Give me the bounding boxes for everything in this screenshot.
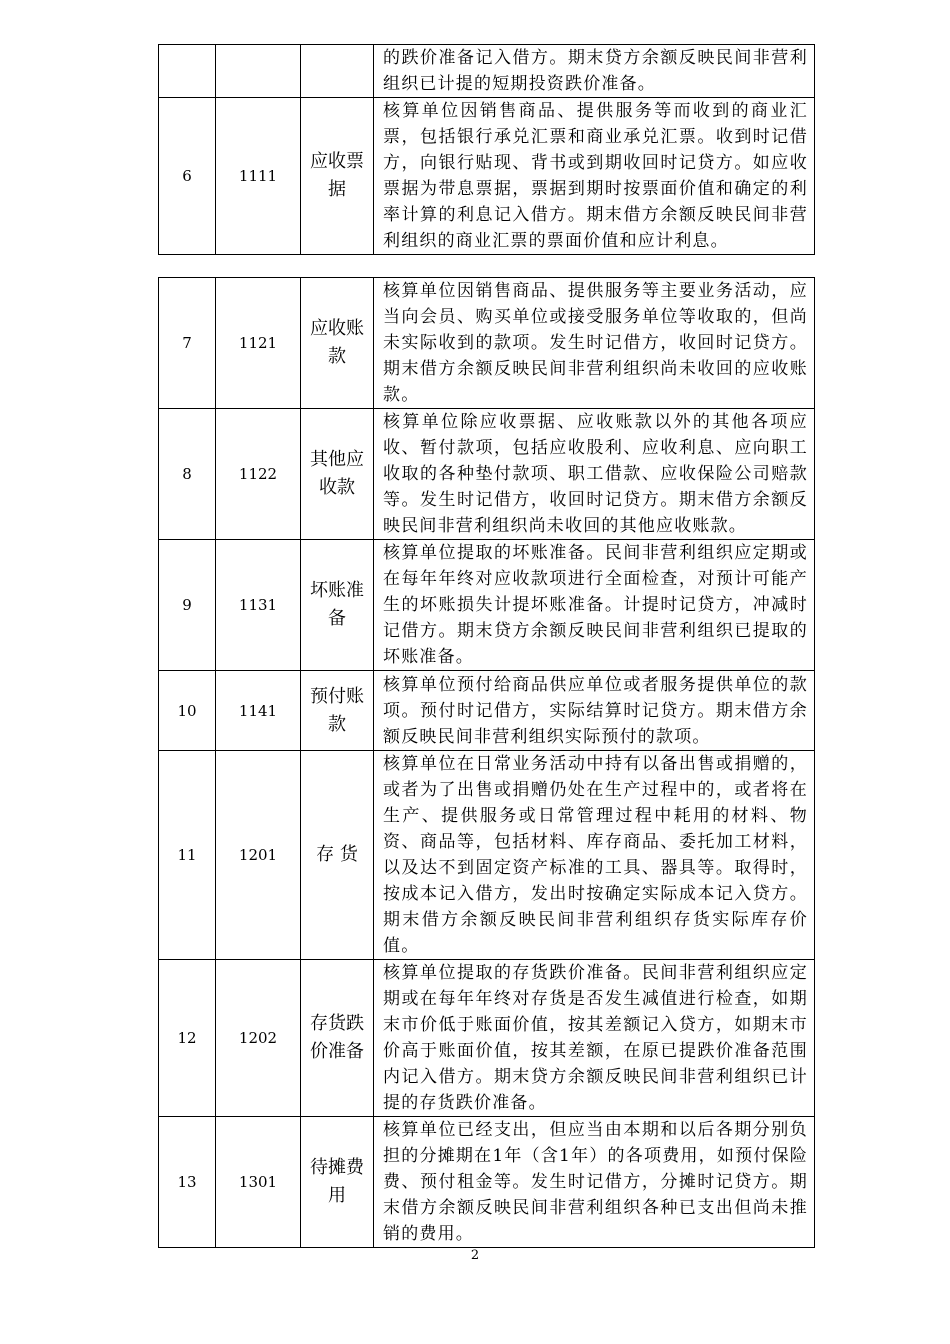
account-name: 坏账准备 xyxy=(301,540,374,671)
account-name: 存货跌价准备 xyxy=(301,960,374,1117)
table-row xyxy=(159,960,815,1117)
account-code xyxy=(216,45,301,98)
account-code: 1111 xyxy=(216,98,301,255)
account-name: 应收票据 xyxy=(301,98,374,255)
account-table-continued xyxy=(158,44,815,255)
row-number: 10 xyxy=(159,671,216,751)
table-row xyxy=(159,409,815,540)
account-description: 核算单位预付给商品供应单位或者服务提供单位的款项。预付时记借方，实际结算时记贷方。期末借方余额反映民间非营利组织实际预付的款项。 xyxy=(374,671,815,751)
account-description: 核算单位因销售商品、提供服务等而收到的商业汇票，包括银行承兑汇票和商业承兑汇票。收到时记借方，向银行贴现、背书或到期收回时记贷方。如应收票据为带息票据，票据到期时按票面价值和确定的利率计算的利息记入借方。期末借方余额反映民间非营利组织的商业汇票的票面价值和应计利息。 xyxy=(374,98,815,255)
table-row xyxy=(159,1117,815,1248)
account-description: 核算单位除应收票据、应收账款以外的其他各项应收、暂付款项，包括应收股利、应收利息、应向职工收取的各种垫付款项、职工借款、应收保险公司赔款等。发生时记借方，收回时记贷方。期末借方余额反映民间非营利组织尚未收回的其他应收账款。 xyxy=(374,409,815,540)
account-description: 核算单位提取的存货跌价准备。民间非营利组织应定期或在每年年终对存货是否发生减值进行检查，如期末市价低于账面价值，按其差额记入贷方，如期末市价高于账面价值，按其差额，在原已提跌价准备范围内记入借方。期末贷方余额反映民间非营利组织已计提的存货跌价准备。 xyxy=(374,960,815,1117)
account-code: 1201 xyxy=(216,751,301,960)
row-number: 8 xyxy=(159,409,216,540)
account-description: 核算单位在日常业务活动中持有以备出售或捐赠的，或者为了出售或捐赠仍处在生产过程中的，或者将在生产、提供服务或日常管理过程中耗用的材料、物资、商品等，包括材料、库存商品、委托加工材料，以及达不到固定资产标准的工具、器具等。取得时，按成本记入借方，发出时按确定实际成本记入贷方。期末借方余额反映民间非营利组织存货实际库存价值。 xyxy=(374,751,815,960)
row-number: 6 xyxy=(159,98,216,255)
account-description: 核算单位提取的坏账准备。民间非营利组织应定期或在每年年终对应收款项进行全面检查，对预计可能产生的坏账损失计提坏账准备。计提时记贷方，冲减时记借方。期末贷方余额反映民间非营利组织已提取的坏账准备。 xyxy=(374,540,815,671)
account-name: 其他应收款 xyxy=(301,409,374,540)
account-code: 1122 xyxy=(216,409,301,540)
account-code: 1301 xyxy=(216,1117,301,1248)
row-number: 7 xyxy=(159,278,216,409)
row-number: 9 xyxy=(159,540,216,671)
account-code: 1131 xyxy=(216,540,301,671)
table-row xyxy=(159,98,815,255)
account-description: 核算单位已经支出，但应当由本期和以后各期分别负担的分摊期在1年（含1年）的各项费用，如预付保险费、预付租金等。发生时记借方，分摊时记贷方。期末借方余额反映民间非营利组织各种已支出但尚未推销的费用。 xyxy=(374,1117,815,1248)
account-table xyxy=(158,277,815,1248)
account-name: 待摊费用 xyxy=(301,1117,374,1248)
account-description: 核算单位因销售商品、提供服务等主要业务活动，应当向会员、购买单位或接受服务单位等收取的，但尚未实际收到的款项。发生时记借方，收回时记贷方。期末借方余额反映民间非营利组织尚未收回的应收账款。 xyxy=(374,278,815,409)
account-name: 应收账款 xyxy=(301,278,374,409)
table-row xyxy=(159,751,815,960)
page-number: 2 xyxy=(470,1248,480,1263)
account-code: 1121 xyxy=(216,278,301,409)
table-row xyxy=(159,540,815,671)
row-number: 13 xyxy=(159,1117,216,1248)
row-number xyxy=(159,45,216,98)
account-description: 的跌价准备记入借方。期末贷方余额反映民间非营利组织已计提的短期投资跌价准备。 xyxy=(374,45,815,98)
row-number: 11 xyxy=(159,751,216,960)
account-name: 预付账款 xyxy=(301,671,374,751)
row-number: 12 xyxy=(159,960,216,1117)
table-row xyxy=(159,671,815,751)
account-name: 存 货 xyxy=(301,751,374,960)
table-row xyxy=(159,45,815,98)
account-code: 1202 xyxy=(216,960,301,1117)
account-code: 1141 xyxy=(216,671,301,751)
account-name xyxy=(301,45,374,98)
table-row xyxy=(159,278,815,409)
